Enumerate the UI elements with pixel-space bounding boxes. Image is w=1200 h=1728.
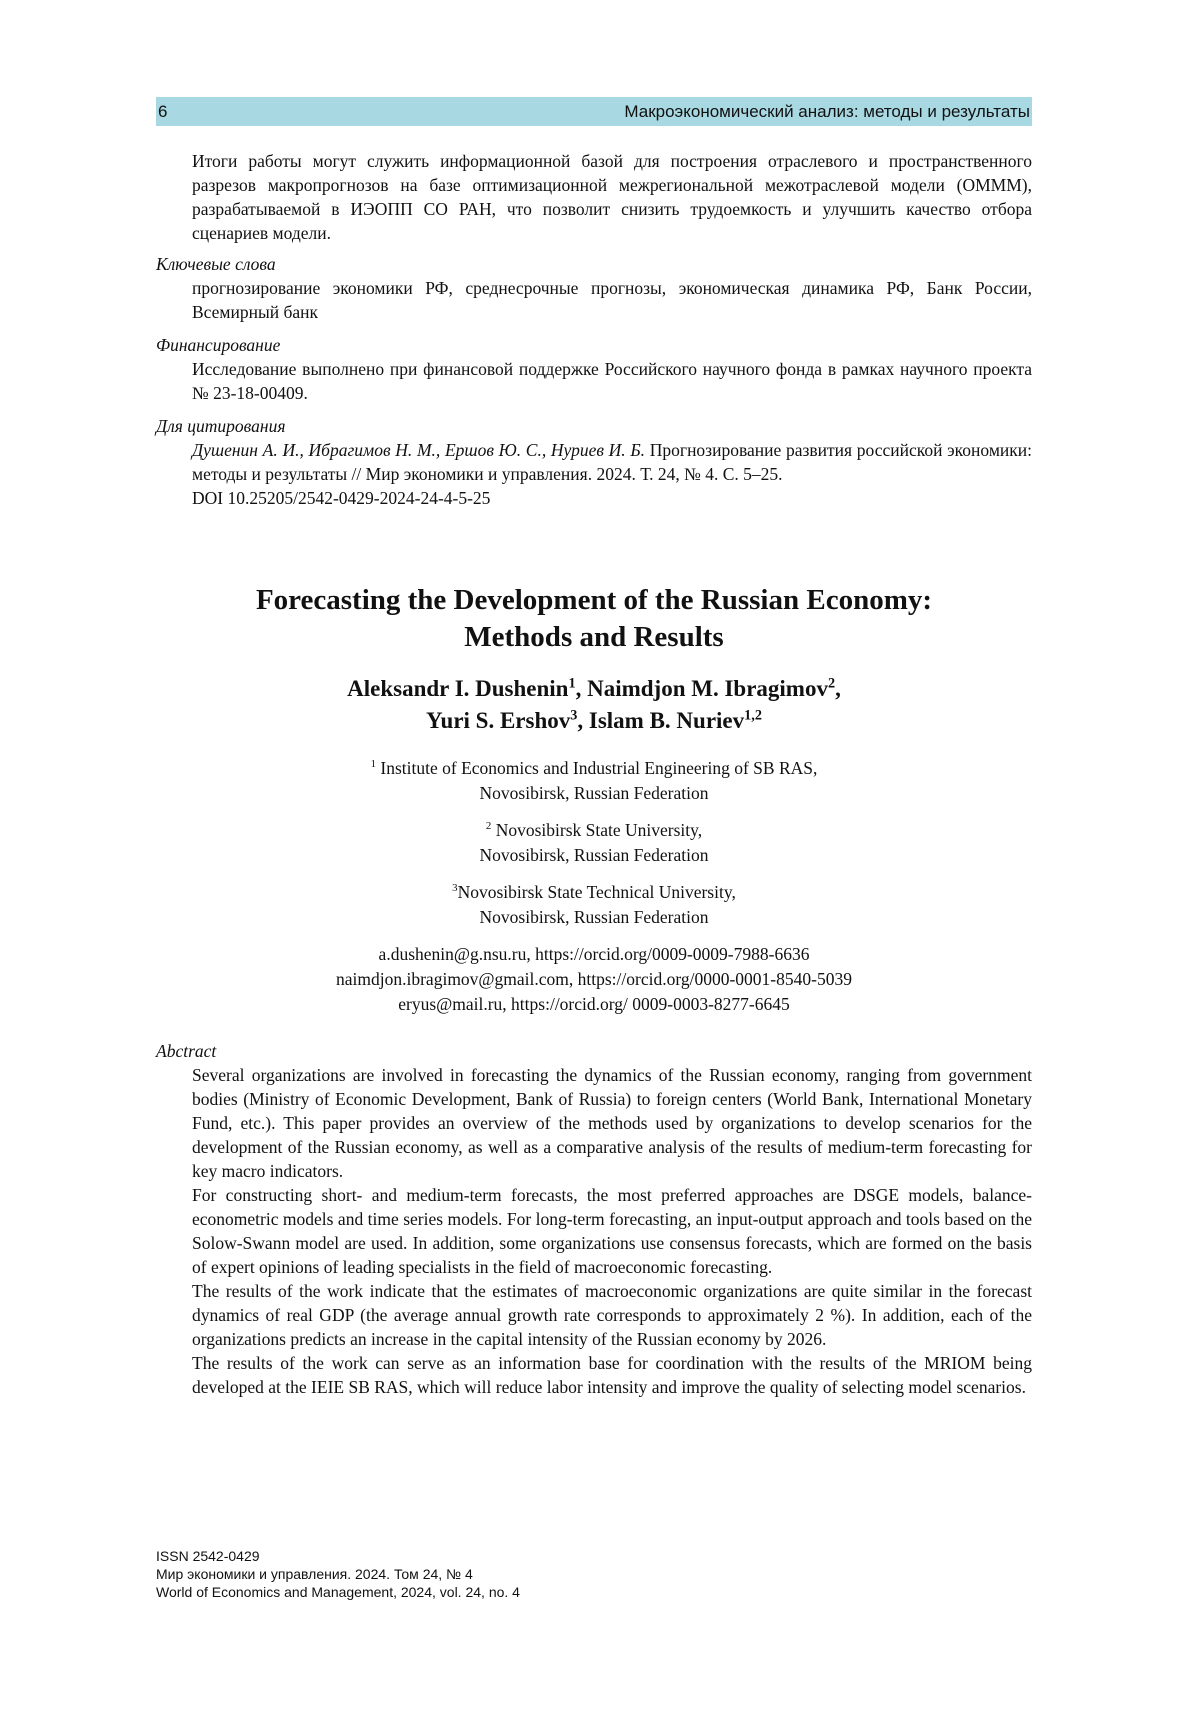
author-sup: 2 bbox=[827, 675, 836, 692]
contact-list bbox=[156, 942, 1032, 1017]
russian-summary-tail: Итоги работы могут служить информационной базой для построения отраслевого и пространственного разрезов макропрогнозов на базе оптимизационной межрегиональной межотраслевой модели (ОМММ), разрабатываемой в ИЭОПП СО РАН, что позволит снизить трудоемкость и улучшить качество отбора сценариев модели. bbox=[192, 151, 1032, 243]
footer-ru-journal: Мир экономики и управления. 2024. Том 24, № 4 bbox=[156, 1566, 473, 1582]
citation-label: Для цитирования bbox=[156, 416, 286, 436]
citation-text bbox=[192, 438, 1032, 510]
contact-line: a.dushenin@g.nsu.ru, https://orcid.org/0009-0009-7988-6636 bbox=[378, 944, 810, 964]
keywords-label: Ключевые слова bbox=[156, 254, 276, 274]
affiliation-sup: 1 bbox=[370, 758, 377, 771]
running-header bbox=[156, 97, 1032, 126]
contact-line: naimdjon.ibragimov@gmail.com, https://orcid.org/0000-0001-8540-5039 bbox=[336, 969, 852, 989]
affiliation-2 bbox=[156, 818, 1032, 868]
funding-text: Исследование выполнено при финансовой поддержке Российского научного фонда в рамках научного проекта № 23-18-00409. bbox=[192, 359, 1032, 403]
affiliation-name: Novosibirsk State Technical University, bbox=[457, 882, 736, 902]
citation-doi: DOI 10.25205/2542-0429-2024-24-4-5-25 bbox=[192, 488, 491, 508]
affiliation-location: Novosibirsk, Russian Federation bbox=[479, 783, 709, 803]
abstract-paragraph: The results of the work indicate that the estimates of macroeconomic organizations are quite similar in the forecast dynamics of real GDP (the average annual growth rate corresponds to approximately 2 %). In addition, each of the organizations predicts an increase in the capital intensity of the Russian economy by 2026. bbox=[192, 1281, 1032, 1349]
author-name: Naimdjon M. Ibragimov bbox=[587, 676, 828, 701]
footer-issn: ISSN 2542-0429 bbox=[156, 1548, 260, 1564]
author-name: Yuri S. Ershov bbox=[426, 708, 571, 733]
affiliation-location: Novosibirsk, Russian Federation bbox=[479, 845, 709, 865]
footer-en-journal: World of Economics and Management, 2024, vol. 24, no. 4 bbox=[156, 1584, 520, 1600]
affiliation-sup: 3 bbox=[452, 882, 458, 895]
affiliation-name: Novosibirsk State University, bbox=[495, 820, 703, 840]
affiliation-name: Institute of Economics and Industrial Engineering of SB RAS, bbox=[380, 758, 818, 778]
paper-title-line2: Methods and Results bbox=[464, 621, 724, 653]
paper-title bbox=[156, 582, 1032, 656]
affiliation-1 bbox=[156, 756, 1032, 806]
citation-body: Прогнозирование развития российской экономики: методы и результаты // Мир экономики и управления. 2024. Т. 24, № 4. С. 5–25. bbox=[192, 440, 1032, 484]
abstract-label: Abctract bbox=[156, 1041, 217, 1061]
contact-line: eryus@mail.ru, https://orcid.org/ 0009-0003-8277-6645 bbox=[398, 994, 790, 1014]
affiliation-sup: 2 bbox=[485, 820, 492, 833]
affiliation-3 bbox=[156, 880, 1032, 930]
author-sup: 3 bbox=[570, 707, 578, 724]
page-footer bbox=[156, 1547, 520, 1601]
author-list: Aleksandr I. Dushenin$^1$, Naimdjon M. Ibragimov$^2$, Yuri S. Ershov$^3$, Islam B. Nuriev$^{1,2}$ bbox=[347, 675, 841, 733]
abstract-paragraph: For constructing short- and medium-term forecasts, the most preferred approaches are DSGE models, balance-econometric models and time series models. For long-term forecasting, an input-output approach and tools based on the Solow-Swann model are used. In addition, some organizations use consensus forecasts, which are formed on the basis of expert opinions of leading specialists in the field of macroeconomic forecasting. bbox=[192, 1185, 1032, 1277]
funding-label: Финансирование bbox=[156, 335, 281, 355]
author-name: Aleksandr I. Dushenin bbox=[347, 676, 569, 701]
author-sup: 1,2 bbox=[744, 707, 762, 724]
author-name: Islam B. Nuriev bbox=[588, 708, 745, 733]
page-number: 6 bbox=[158, 102, 168, 121]
abstract-paragraph: Several organizations are involved in forecasting the dynamics of the Russian economy, ranging from government bodies (Ministry of Economic Development, Bank of Russia) to foreign centers (World Bank, International Monetary Fund, etc.). This paper provides an overview of the methods used by organizations to develop scenarios for the development of the Russian economy, as well as a comparative analysis of the results of medium-term forecasting for key macro indicators. bbox=[192, 1065, 1032, 1181]
paper-title-line1: Forecasting the Development of the Russian Economy: bbox=[255, 584, 933, 616]
keywords-text: прогнозирование экономики РФ, среднесрочные прогнозы, экономическая динамика РФ, Банк России, Всемирный банк bbox=[192, 278, 1032, 322]
abstract-body bbox=[192, 1063, 1032, 1399]
affiliation-location: Novosibirsk, Russian Federation bbox=[479, 907, 709, 927]
author-sup: 1 bbox=[568, 675, 576, 692]
citation-authors: Душенин А. И., Ибрагимов Н. М., Ершов Ю. С., Нуриев И. Б. bbox=[192, 440, 646, 460]
abstract-paragraph: The results of the work can serve as an information base for coordination with the results of the MRIOM being developed at the IEIE SB RAS, which will reduce labor intensity and improve the quality of selecting model scenarios. bbox=[192, 1353, 1032, 1397]
section-title: Макроэкономический анализ: методы и результаты bbox=[624, 102, 1030, 121]
